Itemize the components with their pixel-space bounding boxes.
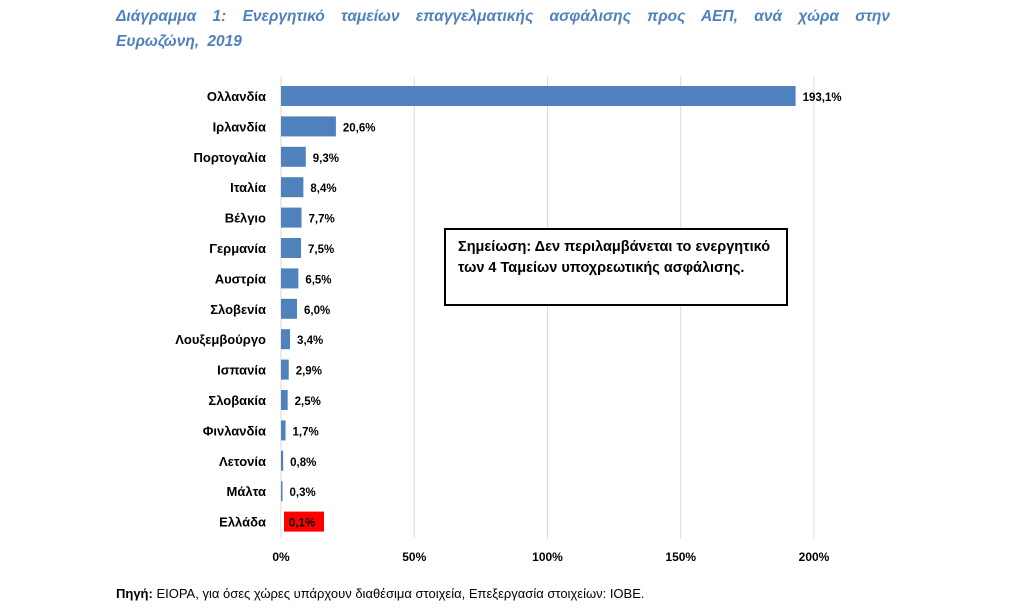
- data-label: 2,5%: [294, 396, 321, 408]
- category-label: Πορτογαλία: [193, 149, 266, 165]
- bar: [281, 420, 286, 440]
- source-text: EIOPA, για όσες χώρες υπάρχουν διαθέσιμα στοιχεία, Επεξεργασία στοιχείων: ΙΟΒΕ.: [152, 586, 645, 601]
- bar: [281, 299, 297, 319]
- data-label: 193,1%: [802, 92, 842, 104]
- category-label: Γερμανία: [209, 241, 266, 256]
- data-label: 0,8%: [290, 456, 317, 469]
- data-label: 0,3%: [289, 487, 316, 500]
- category-label: Λετονία: [218, 453, 266, 469]
- data-label: 1,7%: [292, 426, 319, 439]
- source-label: Πηγή:: [116, 586, 153, 601]
- data-label: 8,4%: [310, 183, 337, 196]
- x-tick-label: 100%: [532, 549, 563, 564]
- note-box: [444, 228, 788, 306]
- data-label: 0,1%: [289, 517, 316, 530]
- x-tick-label: 200%: [798, 549, 830, 564]
- chart-title: Διάγραμμα 1: Ενεργητικό ταμείων επαγγελματικής ασφάλισης προς ΑΕΠ, ανά χώρα στην Ευρωζώνη, 2019: [116, 8, 890, 50]
- category-label: Ιταλία: [230, 180, 266, 196]
- x-tick-label: 0%: [272, 549, 290, 564]
- category-label: Βέλγιο: [224, 210, 266, 226]
- data-label: 3,4%: [297, 335, 324, 348]
- category-label: Σλοβακία: [208, 393, 266, 408]
- bar: [281, 268, 298, 288]
- bar: [281, 177, 303, 197]
- bar: [281, 116, 336, 136]
- data-label: 6,0%: [303, 304, 331, 317]
- bar: [281, 481, 283, 501]
- category-label: Ελλάδα: [219, 514, 266, 530]
- bar: [281, 390, 288, 410]
- bar: [281, 238, 301, 258]
- category-label: Σλοβενία: [210, 301, 266, 317]
- category-label: Ισπανία: [217, 362, 266, 378]
- bar: [281, 208, 302, 228]
- source-line: [116, 586, 645, 601]
- data-label: 6,5%: [305, 274, 332, 287]
- bar: [281, 147, 306, 167]
- data-label: 9,3%: [312, 152, 340, 165]
- bar: [281, 329, 290, 349]
- category-label: Μάλτα: [226, 484, 266, 500]
- category-label: Ολλανδία: [206, 89, 266, 104]
- data-label: 7,7%: [308, 213, 335, 226]
- category-label: Φινλανδία: [202, 423, 266, 439]
- bar: [281, 86, 796, 106]
- data-label: 2,9%: [295, 365, 322, 378]
- data-label: 7,5%: [307, 244, 335, 256]
- bar: [281, 451, 283, 471]
- category-label: Λουξεμβούργο: [175, 332, 266, 348]
- x-tick-label: 50%: [402, 549, 427, 564]
- category-label: Αυστρία: [214, 271, 266, 287]
- bar: [281, 360, 289, 380]
- category-label: Ιρλανδία: [212, 119, 266, 135]
- note-text: Σημείωση: Δεν περιλαμβάνεται το ενεργητικό των 4 Ταμείων υποχρεωτικής ασφάλισης.: [458, 239, 771, 276]
- x-tick-label: 150%: [665, 549, 697, 564]
- data-label: 20,6%: [342, 122, 376, 135]
